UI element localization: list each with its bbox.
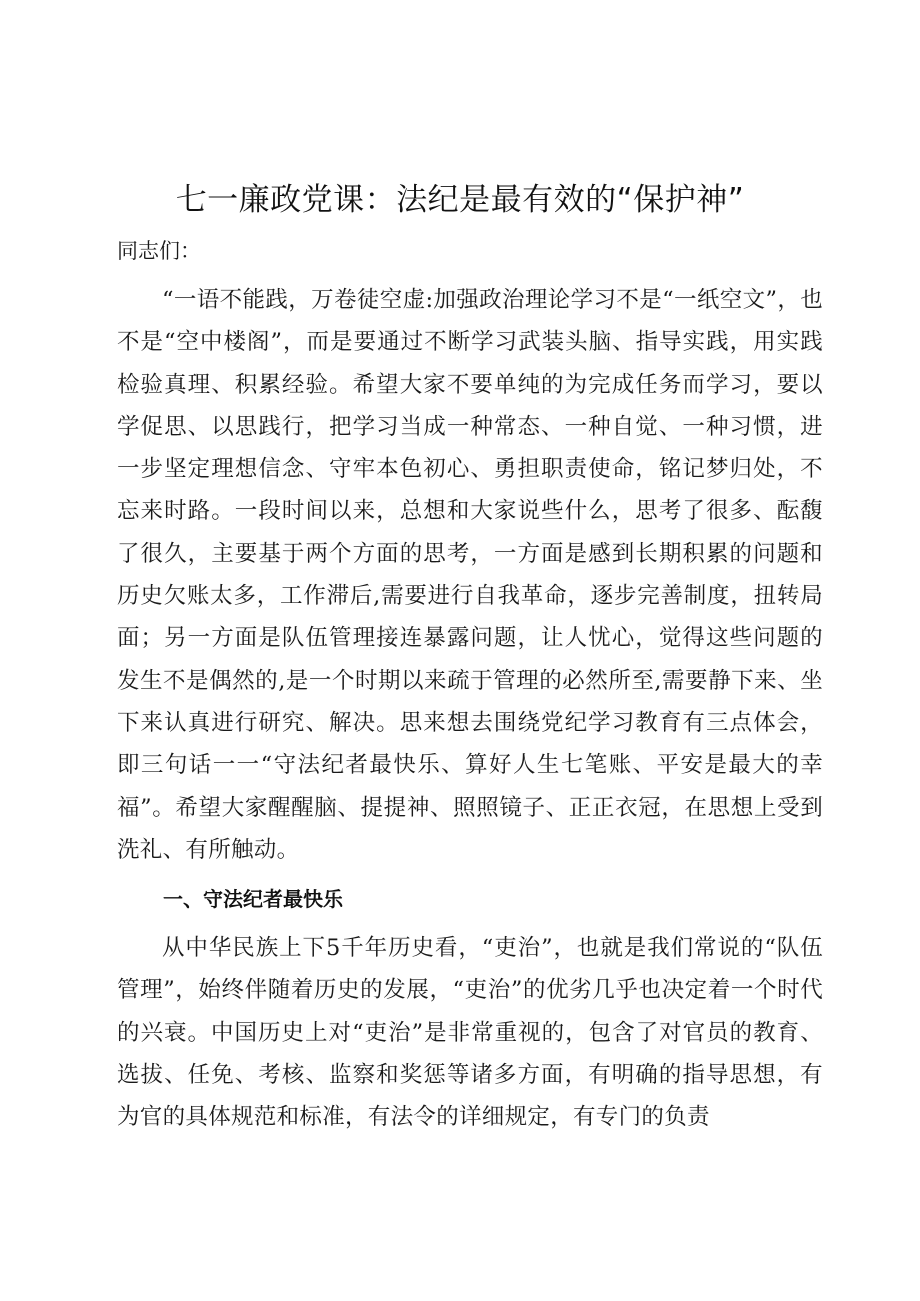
greeting: 同志们： xyxy=(117,239,201,263)
section-1-paragraph: 从中华民族上下5千年历史看，“吏治”，也就是我们常说的“队伍管理”，始终伴随着历史的发展，“吏治”的优劣几乎也决定着一个时代的兴衰。中国历史上对“吏治”是非常重视的，包含了对官员的教育、选拔、任免、考核、监察和奖惩等诸多方面，有明确的指导思想，有为官的具体规范和标准，有法令的详细规定，有专门的负责 xyxy=(117,935,823,1131)
section-heading-1: 一、守法纪者最快乐 xyxy=(163,887,343,911)
intro-paragraph: “一语不能践，万卷徒空虚:加强政治理论学习不是“一纸空文”，也不是“空中楼阁”，而是要通过不断学习武装头脑、指导实践，用实践检验真理、积累经验。希望大家不要单纯的为完成任务而学习，要以学促思、以思践行，把学习当成一种常态、一种自觉、一种习惯，进一步坚定理想信念、守牢本色初心、勇担职责使命，铭记梦归处，不忘来时路。一段时间以来，总想和大家说些什么，思考了很多、酝馥了很久，主要基于两个方面的思考，一方面是感到长期积累的问题和历史欠账太多，工作滞后,需要进行自我革命，逐步完善制度，扭转局面；另一方面是队伍管理接连暴露问题，让人忧心，觉得这些问题的发生不是偶然的,是一个时期以来疏于管理的必然所至,需要静下来、坐下来认真进行研究、解决。思来想去围绕党纪学习教育有三点体会，即三句话一一“守法纪者最快乐、算好人生七笔账、平安是最大的幸福”。希望大家醒醒脑、提提神、照照镜子、正正衣冠，在思想上受到洗礼、有所触动。 xyxy=(117,287,823,863)
document-title: 七一廉政党课：法纪是最有效的“保护神” xyxy=(175,182,745,218)
